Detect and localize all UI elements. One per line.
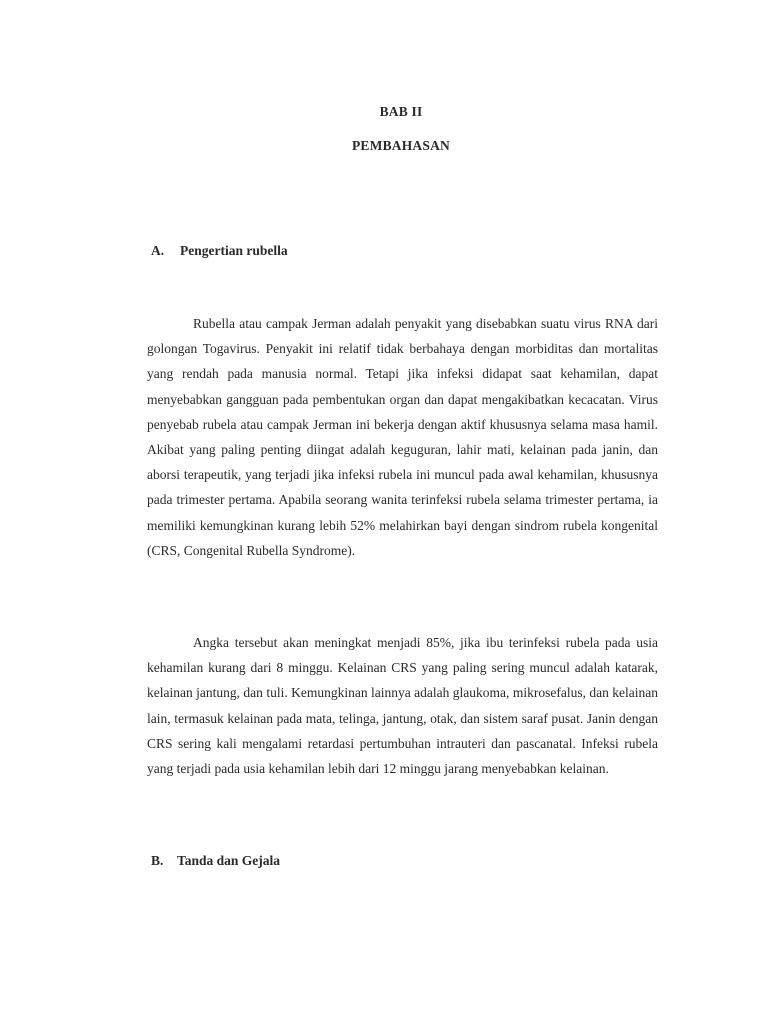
section-letter: B. — [151, 853, 164, 868]
paragraph: Angka tersebut akan meningkat menjadi 85%, jika ibu terinfeksi rubela pada usia kehamilan kurang dari 8 minggu. Kelainan CRS yang paling sering muncul adalah katarak, kelainan jantung, dan tuli. Kemungkinan lainnya adalah glaukoma, mikrosefalus, dan kelainan lain, termasuk kelainan pada mata, telinga, jantung, otak, dan sistem saraf pusat. Janin dengan CRS sering kali mengalami retardasi pertumbuhan intrauteri dan pascanatal. Infeksi rubela yang terjadi pada usia kehamilan lebih dari 12 minggu jarang menyebabkan kelainan. — [147, 635, 658, 777]
paragraph: Rubella atau campak Jerman adalah penyakit yang disebabkan suatu virus RNA dari golongan Togavirus. Penyakit ini relatif tidak berbahaya dengan morbiditas dan mortalitas yang rendah pada manusia normal. Tetapi jika infeksi didapat saat kehamilan, dapat menyebabkan gangguan pada pembentukan organ dan dapat mengakibatkan kecacatan. Virus penyebab rubela atau campak Jerman ini bekerja dengan aktif khususnya selama masa hamil. Akibat yang paling penting diingat adalah keguguran, lahir mati, kelainan pada janin, dan aborsi terapeutik, yang terjadi jika infeksi rubela ini muncul pada awal kehamilan, khususnya pada trimester pertama. Apabila seorang wanita terinfeksi rubela selama trimester pertama, ia memiliki kemungkinan kurang lebih 52% melahirkan bayi dengan sindrom rubela kongenital (CRS, Congenital Rubella Syndrome). — [147, 316, 658, 558]
chapter-title: PEMBAHASAN — [351, 138, 450, 153]
section-title: Pengertian rubella — [180, 243, 288, 258]
section-title: Tanda dan Gejala — [177, 853, 281, 868]
section-heading-a — [151, 243, 288, 259]
section-letter: A. — [151, 243, 165, 258]
chapter-number: BAB II — [379, 104, 423, 119]
section-heading-b — [151, 853, 280, 869]
